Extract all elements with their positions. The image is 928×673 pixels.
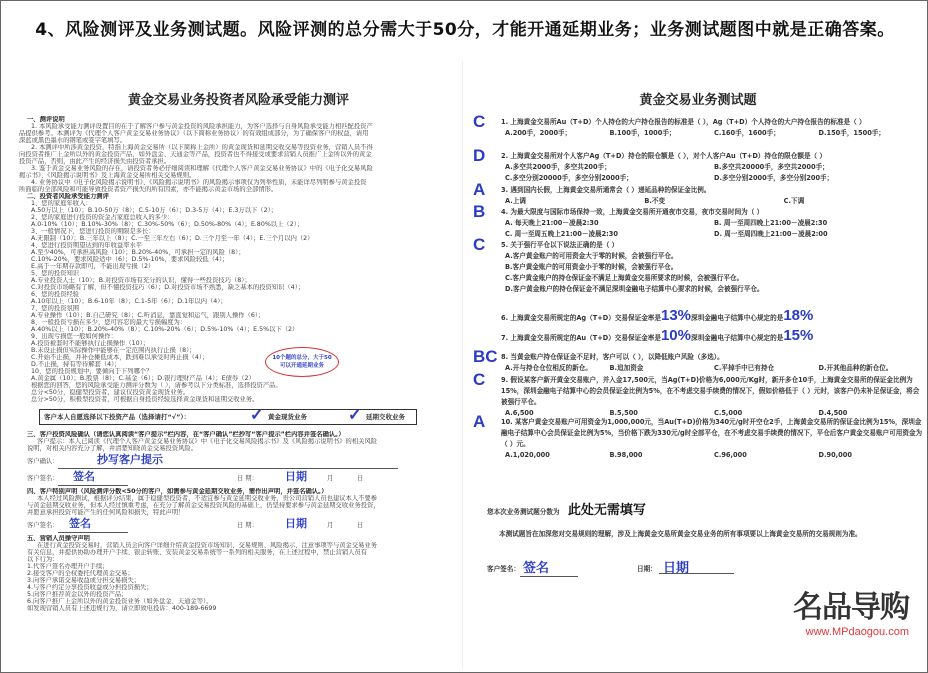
answer-handwriting: C <box>473 112 486 131</box>
answer-value-2: 18% <box>783 307 814 324</box>
question-text-mid: 深圳金融电子结算中心规定的是 <box>691 334 784 342</box>
signature-handwriting: 签名 <box>523 560 550 575</box>
date-label: 日期： <box>637 565 657 573</box>
option: B.追加资金 <box>609 364 644 372</box>
score-handwriting: 此处无需填写 <box>567 503 646 518</box>
date-label: 日 期： <box>237 522 258 529</box>
question-text: 7. 上海黄金交易所规定的Au（T+D）交易保证金率是 <box>501 334 661 342</box>
section-5-line: 以下行为： <box>27 556 59 563</box>
form-line: 所面临的全部风险和可能导致投资者资产损失的所有因素，亦不能揭示黄金市场的全部情形。 <box>19 186 278 193</box>
form-line: D.不止损，持有等待解套（4）； <box>31 361 121 368</box>
choice-label: 客户本人自愿选择以下投资产品（选择请打“√”）： <box>44 413 191 421</box>
question-5 <box>473 235 923 295</box>
section-5-line: 3.向客户承诺交易收益或分担交易损失； <box>27 577 141 584</box>
question-text: 1. 上海黄金交易所Au（T+D）个人持仓的大户持仓报告的标准是（ ），Ag（T+D）个人持仓的大户持仓报告的标准是（ ） <box>501 118 866 126</box>
question-text: 3. 遇到国内长假，上海黄金交易所通常会（ ）递延品种的保证金比例。 <box>501 186 711 194</box>
question-2 <box>473 146 923 184</box>
option: B.100手，1000手； <box>609 129 676 137</box>
answer-handwriting: B <box>473 202 486 221</box>
form-line: A.专业操作（10）；B.自己研究（8）；C.听消息，靠直觉和运气，跟别人操作（6）； <box>31 312 265 319</box>
option: D. 周一至周四晚上21:00－凌晨2:00 <box>714 230 828 238</box>
option: A. 每天晚上21:00－凌晨2:30 <box>505 219 599 227</box>
option: B.5,500 <box>609 409 638 417</box>
form-line: 1、您的家庭年收入： <box>31 200 92 207</box>
option: C.5,000 <box>714 409 743 417</box>
headline-instruction: 4、风险测评及业务测试题。风险评测的总分需大于50分，才能开通延期业务；业务测试题图中就是正确答案。 <box>35 20 895 40</box>
option: A.200手，2000手； <box>505 129 572 137</box>
form-line: A.40%以上（10）；B.20%-40%（8）；C.10%-20%（6）；D.5%-10%（4）；E.5%以下（2） <box>31 326 299 333</box>
option: C.客户黄金账户的持仓保证金不满足上海黄金交易所要求的时候，会被强行平仓。 <box>505 274 744 282</box>
signature-handwriting: 签名 <box>69 518 91 530</box>
question-4 <box>473 202 923 240</box>
form-line: 总分<50分，稳健型投资者，建议仅投资黄金现货业务。 <box>31 389 190 396</box>
section-3-text: 客户提示：本人已阅读《代理个人客户黄金交易业务协议》中《电子化交易风险揭示书》及《风险揭示说明书》的相关风险 <box>37 438 378 445</box>
form-line: 根据您的回答，您的风险承受能力测评分数为（ ），请参考以下分类标准，选择投资产品。 <box>31 382 282 389</box>
option: D.开其他品种的新仓位。 <box>818 364 893 372</box>
question-1 <box>473 112 923 139</box>
form-line: A.投资被套时不能够执行止损操作（10）； <box>31 340 150 347</box>
form-line: 3. 鉴于黄金交易业务风险的存在，请投资者务必仔细阅读和理解《代理个人客户黄金交易业务协议》中的《电子化交易风险 <box>31 165 373 172</box>
test-sign-row <box>487 561 787 577</box>
form-line: B.未设止损但实际操作中能够在一定范围内执行止损（8）； <box>31 347 196 354</box>
form-line: A.黄金属（10）；B.股票（8）；C.基金（6）；D.银行理财产品（4）；E债券（2） <box>31 375 255 382</box>
answer-handwriting: C <box>473 235 486 254</box>
form-line: 2、您的家庭进行投资的资金占家庭总收入的多少： <box>31 214 174 221</box>
test-form-title: 黄金交易业务测试题 <box>639 93 757 108</box>
form-line: C.开始不止损，并补仓摊低成本，跌到难以承受时再止损（4）； <box>31 354 209 361</box>
month-label: 月 <box>327 522 334 529</box>
brand-url: www.MPdaogou.com <box>805 626 909 638</box>
test-note: 本测试题旨在加深您对交易规则的理解，涉及上海黄金交易所黄金交易业务的所有事项要以上海黄金交易所的交易规则为准。 <box>499 530 862 538</box>
form-line: E.高于一年期存款即可，不能出现亏损（2） <box>31 263 155 270</box>
option: D.客户黄金账户的持仓保证金不满足深圳金融电子结算中心要求的时候，会被强行平仓。 <box>505 285 764 293</box>
form-line: 9、出现亏损您一般如何操作： <box>31 333 117 340</box>
option: A.上调 <box>505 197 526 205</box>
watermark-logo <box>793 582 909 638</box>
form-line: 品提供参考。本测评为《代理个人客户黄金交易业务协议》（以下简称业务协议）的有效组成部分，为了确保客户的权益，请用 <box>19 130 369 137</box>
answer-value-1: 10% <box>660 327 691 344</box>
section-5-body <box>27 542 455 612</box>
section-5-line: 2.接受客户的全权委托代理黄金交易； <box>27 570 134 577</box>
option: A.1,020,000 <box>505 451 550 459</box>
option: B.98,000 <box>609 451 643 459</box>
brand-logo: 名品导购 <box>793 591 909 624</box>
form-line: A.无限制（10）；B.三年以上（8）；C.一至三年左右（6）；D.三个月至一年（4）；E.三个月以内（2） <box>31 235 314 242</box>
question-text: 10. 某客户黄金交易账户可用资金为1,000,000元，当Au(T+D)价格为340元/g时开空仓2手，上海黄金交易所的保证金比例为15%，深圳金融电子结算中心会员保证金比例为5%，当价格下跌为330元/g时全部平仓，在不考虑交易手续费的情况下，平仓后客户黄金交易账户可用资金为（ ）元。 <box>501 418 923 448</box>
date-handwriting: 日期 <box>285 471 307 483</box>
answer-value-2: 15% <box>783 327 814 344</box>
form-line: A.0-10%（10）；B.10%-30%（8）；C.30%-50%（6）；D.50%-80%（4）；E.80%以上（2）； <box>31 221 304 228</box>
option: B.客户黄金账户的可用资金小于零的时候，会被强行平仓。 <box>505 263 678 271</box>
confirm-label: 客户确认： <box>27 458 59 465</box>
date-handwriting: 日期 <box>663 560 690 575</box>
score-row <box>487 499 646 518</box>
product-choice-box <box>39 409 417 425</box>
question-8 <box>473 347 923 374</box>
form-line: A.50万以上（10）；B.10-50万（8）；C.5-10万（6）；D.3-5万（4）；E.3万以下（2）； <box>31 207 278 214</box>
section-5-line: 6.向客户推广上金所以外的黄金投资业务（如外盘金、天通金等）。 <box>27 598 213 605</box>
choice-spot-gold: 黄金现货业务 <box>268 413 307 421</box>
checkmark-icon: ✓ <box>348 407 362 424</box>
business-test-form <box>473 61 923 668</box>
option: B. 周一至周四晚上21:00－凌晨2:30 <box>714 219 828 227</box>
question-text: 2. 上海黄金交易所对个人客户Ag（T+D）持仓的限仓额是（ ），对个人客户Au（T+D）持仓的限仓额是（ ） <box>501 152 827 160</box>
option: B.不变 <box>644 197 666 205</box>
option: A.6,500 <box>505 409 534 417</box>
question-text: 8. 当黄金账户持仓保证金不足时，客户可以（ ），以降低账户风险（多选）。 <box>501 353 724 361</box>
answer-handwriting: A <box>473 180 486 199</box>
option: A.客户黄金账户的可用资金大于零的时候，会被强行平仓。 <box>505 252 678 260</box>
answer-value-1: 13% <box>661 307 692 324</box>
section-4-text: 与黄金延期交收业务，但本人经过慎重考虑，在充分了解黄金交易投资风险的基础上，仍坚持要求参与黄金延期交收业务投资， <box>27 502 380 509</box>
section-3-text: 说明，对相关内容充分了解，并清楚知晓黄金交易投资风险。 <box>27 445 198 452</box>
oval-annotation: 10个题的总分，大于50可以开通延期业务 <box>265 347 339 377</box>
section-4-title: 四、客户特别声明（风险测评分数<50分的客户，如需参与黄金延期交收业务，需作出声明，并签名确认。） <box>27 488 328 495</box>
form-line: 7、您的投资氛围 <box>31 305 80 312</box>
date-label: 日 期： <box>237 475 258 482</box>
form-line: C.对投资市场略有了解，但不懂投资技巧（6）；D.对投资市场不熟悉，缺乏基本的投资知识（4）； <box>31 284 305 291</box>
section-5-title: 五、营销人员操守声明 <box>27 535 90 542</box>
form-line: 4. 业务协议中《电子化风险揭示说明书》、《风险揭示说明书》的风险揭示事项仅为列举性质，未能详尽列明参与黄金投资 <box>31 179 367 186</box>
option: C.下调 <box>783 197 805 205</box>
question-text-mid: 深圳金融电子结算中心规定的是 <box>691 314 784 322</box>
sign-row <box>27 518 455 533</box>
answer-handwriting: C <box>473 370 486 389</box>
date-handwriting: 日期 <box>285 518 307 530</box>
risk-form-body <box>15 116 462 403</box>
form-line: 6、您的投资经验 <box>31 291 80 298</box>
risk-assessment-form <box>15 61 463 668</box>
section-3 <box>15 431 455 612</box>
question-3 <box>473 180 923 207</box>
section-5-line: 在进行黄金投资交易时，营销人员会向客户详细介绍黄金投资市场知识、交易规则、风险揭示、注意事项等与黄金交易业务 <box>37 542 378 549</box>
option: A.开与持仓仓位相反的新仓。 <box>505 364 592 372</box>
question-9 <box>473 370 923 419</box>
form-line: A.10年以上（10）；B.6-10年（8）；C.1-5年（6）；D.1年以内（4）； <box>31 298 227 305</box>
month-label: 月 <box>327 475 334 482</box>
form-line: 4、您进行投资期望达到的年收益率水平 <box>31 242 143 249</box>
choice-deferred: 延期交收业务 <box>366 413 405 421</box>
option: D.150手，1500手； <box>818 129 885 137</box>
question-6 <box>493 307 923 324</box>
section-5-line: 4.与客户约定分享投资收益或分担投资损失； <box>27 584 153 591</box>
form-line: 向投资者推广上金所以外的黄金投资产品，如外盘金、天通金等产品，投资者也不得接受或要求营销人员推广上金所以外的黄金 <box>19 151 372 158</box>
form-line: 5、您的投资知识 <box>31 270 80 277</box>
answer-handwriting: BC <box>473 347 498 366</box>
form-line: A.至少40%，可承担高风险（10）；B.20%-40%，可承担一定的风险（8）； <box>31 249 245 256</box>
section-5-line: 有关信息，并提供协助办理开户手续、银企转账、安装黄金交易系统等一系列的相关服务，在上述过程中，禁止营销人员有 <box>27 549 368 556</box>
form-line: 深蓝或黑色墨水的钢笔或签字笔填写。 <box>19 137 127 144</box>
section-4-text: 并愿意承担投资可能产生的任何风险和损失，特此声明！ <box>27 509 185 516</box>
day-label: 日 <box>357 475 364 482</box>
checkmark-icon: ✓ <box>250 407 264 424</box>
form-line: 3、一般情况下，您进行投资的期限是多长： <box>31 228 155 235</box>
option: C.多空分别20000手，多空分别2000手； <box>505 174 633 182</box>
day-label: 日 <box>357 522 364 529</box>
question-text: 5. 关于强行平仓以下说法正确的是（ ） <box>501 241 619 249</box>
option: A.多空共2000手，多空共200手； <box>505 163 611 171</box>
question-7 <box>493 327 923 344</box>
option: D.多空分别2000手，多空分别200手； <box>714 174 834 182</box>
form-line: 揭示书》、《风险揭示说明书》及上海黄金交易所相关交易规则。 <box>19 172 196 179</box>
form-line: 1. 本风险承受能力测评设置目的在于了解客户参与黄金投资的风险承担能力，为客户选择与自身风险承受能力相匹配投资产 <box>31 123 373 130</box>
form-line: 10、您的投资规划中，要倾向于下列哪个？ <box>31 368 153 375</box>
section-5-line: 5.向客户推荐黄金以外的投资产品； <box>27 591 128 598</box>
sign-label: 客户签名： <box>27 522 59 529</box>
form-line: 8、一般投资亏损在多少，您可容忍的最大亏损幅度为： <box>31 319 187 326</box>
option: C.平掉手中已有持仓 <box>714 364 775 372</box>
confirm-handwriting: 抄写客户提示 <box>97 454 163 466</box>
section-5-line: 1.代客户签名办理开户手续； <box>27 563 109 570</box>
option: C.160手，1600手； <box>714 129 780 137</box>
form-line: 二、投资者风险承受能力测评 <box>27 193 109 200</box>
option: C. 周一至周五晚上21:00－凌晨2:30 <box>505 230 618 238</box>
form-line: A.专业投资人士（10）；B.对投资市场有充分的认识，懂得一些投资技巧（8）； <box>31 277 251 284</box>
question-text: 9. 假设某客户新开黄金交易账户，并入金17,500元，当Ag(T+D)价格为6,000元/Kg时，新开多仓10手，上海黄金交易所的保证金比例为15%，深圳金融电子结算中心的会员保证金比例为5%，在不考虑交易手续费的情况下，假如价格低于（ ）元时，该客户仍未补足保证金，将会被强行平仓。 <box>501 376 920 406</box>
sign-label: 客户签名： <box>487 565 520 573</box>
section-4-text: 本人经过风险测试，根据评分结果，属于稳健型投资者，不适宜参与黄金延期交收业务，贵公司营销人员也建议本人不要参 <box>37 495 378 502</box>
signature-handwriting: 签名 <box>73 471 95 483</box>
form-line: 投资产品，否则，由此产生的经济损失由投资者承担。 <box>19 158 171 165</box>
option: C.96,000 <box>714 451 747 459</box>
question-text: 4. 为最大限度与国际市场保持一致，上海黄金交易所开通夜市交易，夜市交易时间为（ ） <box>501 208 764 216</box>
score-label: 您本次业务测试题分数为 <box>487 508 560 516</box>
question-text: 6. 上海黄金交易所规定的Ag（T+D）交易保证金率是 <box>501 314 661 322</box>
section-5-line: 如发现营销人员有上述违规行为，请立即致电投诉：400-189-6699 <box>27 605 217 612</box>
form-line: 总分>50分，积极型投资者，可根据自身投资经验选择黄金现货和延期交收业务。 <box>31 396 259 403</box>
confirm-row <box>27 454 455 469</box>
option: D.4,500 <box>818 409 848 417</box>
form-line: 2. 本测评中所涉黄金投资，特指上海黄金交易所（以下简称上金所）的黄金现货和延期交收交易等投资业务，营销人员不得 <box>31 144 373 151</box>
section-3-title: 三、客户投资风险确认（请您认真阅读“客户提示”栏内容，在“客户确认”栏抄写“客户提示”栏内容并签名确认。） <box>27 431 345 438</box>
option: D.90,000 <box>818 451 852 459</box>
risk-form-title: 黄金交易业务投资者风险承受能力测评 <box>127 93 349 108</box>
option: B.多空共20000手，多空共2000手； <box>714 163 829 171</box>
form-line: 一、测评说明 <box>27 116 65 123</box>
answer-handwriting: A <box>473 412 486 431</box>
sign-row <box>27 471 455 486</box>
sign-label: 客户签名： <box>27 475 59 482</box>
answer-handwriting: D <box>473 146 486 165</box>
form-line: C.10%-20%，要求风险适中（6）；D.5%-10%，要求风险较低（4）； <box>31 256 229 263</box>
